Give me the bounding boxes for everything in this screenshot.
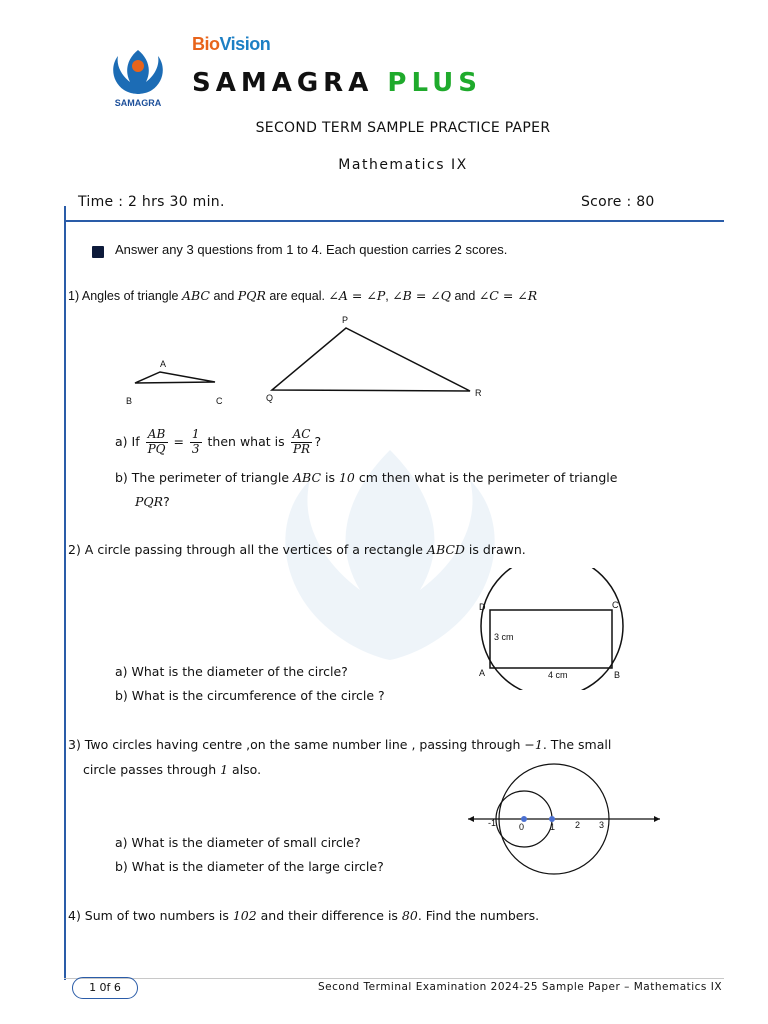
tick-minus-one: -1 <box>488 818 497 828</box>
triangles-figure <box>120 310 500 410</box>
label-b: B <box>126 396 133 406</box>
tick-one: 1 <box>550 822 556 832</box>
tick-zero: 0 <box>519 822 525 832</box>
label-4cm: 4 cm <box>548 670 568 680</box>
question-3: 3) Two circles having centre ,on the same number line , passing through −1. The small <box>68 737 612 752</box>
time-info: Time : 2 hrs 30 min. <box>78 194 225 210</box>
question-1b-cont: PQR? <box>135 494 170 509</box>
margin-line <box>64 206 66 980</box>
tick-three: 3 <box>599 820 605 830</box>
label-q: Q <box>266 393 274 403</box>
paper-title: SECOND TERM SAMPLE PRACTICE PAPER <box>255 120 551 136</box>
circle-rectangle-figure <box>470 568 640 690</box>
question-1: 1) Angles of triangle ABC and PQR are equal. ∠A = ∠P, ∠B = ∠Q and ∠C = ∠R <box>68 288 538 303</box>
instruction-bullet <box>92 246 104 258</box>
instruction-text: Answer any 3 questions from 1 to 4. Each question carries 2 scores. <box>115 242 508 257</box>
biovision-brand: BioVision <box>192 34 271 54</box>
question-2b: b) What is the circumference of the circle ? <box>115 688 385 703</box>
subject-title: Mathematics IX <box>338 157 468 173</box>
label-c: C <box>612 600 619 610</box>
svg-text:SAMAGRA: SAMAGRA <box>114 98 162 108</box>
footer-text: Second Terminal Examination 2024-25 Sample Paper – Mathematics IX <box>318 981 723 993</box>
label-a: A <box>479 668 486 678</box>
question-3-cont: circle passes through 1 also. <box>83 762 262 777</box>
score-info: Score : 80 <box>581 194 655 210</box>
samagra-logo <box>100 44 176 110</box>
triangle-pqr <box>272 328 470 391</box>
arrow-right-icon <box>654 816 660 822</box>
question-3a: a) What is the diameter of small circle? <box>115 835 361 850</box>
question-2: 2) A circle passing through all the vertices of a rectangle ABCD is drawn. <box>68 542 526 557</box>
label-r: R <box>475 388 482 398</box>
number-line-circles-figure <box>464 762 664 882</box>
question-3b: b) What is the diameter of the large circle? <box>115 859 384 874</box>
question-1b: b) The perimeter of triangle ABC is 10 cm then what is the perimeter of triangle <box>115 470 618 485</box>
label-3cm: 3 cm <box>494 632 514 642</box>
label-c: C <box>216 396 223 406</box>
triangle-abc <box>135 372 215 383</box>
question-1a: a) If $\frac{AB}{PQ}$ = $\frac{1}{3}$ then what is $\frac{AC}{PR}$ ? <box>115 427 322 456</box>
page-number-badge: 1 0f 6 <box>72 977 138 999</box>
label-p: P <box>342 315 349 325</box>
label-b: B <box>614 670 621 680</box>
header-divider <box>64 220 724 222</box>
footer-divider <box>64 978 724 979</box>
label-d: D <box>479 602 486 612</box>
question-2a: a) What is the diameter of the circle? <box>115 664 348 679</box>
label-a: A <box>160 359 167 369</box>
arrow-left-icon <box>468 816 474 822</box>
tick-two: 2 <box>575 820 581 830</box>
samagra-plus-title: SAMAGRA PLUS <box>192 68 482 98</box>
question-4: 4) Sum of two numbers is 102 and their difference is 80. Find the numbers. <box>68 908 540 923</box>
